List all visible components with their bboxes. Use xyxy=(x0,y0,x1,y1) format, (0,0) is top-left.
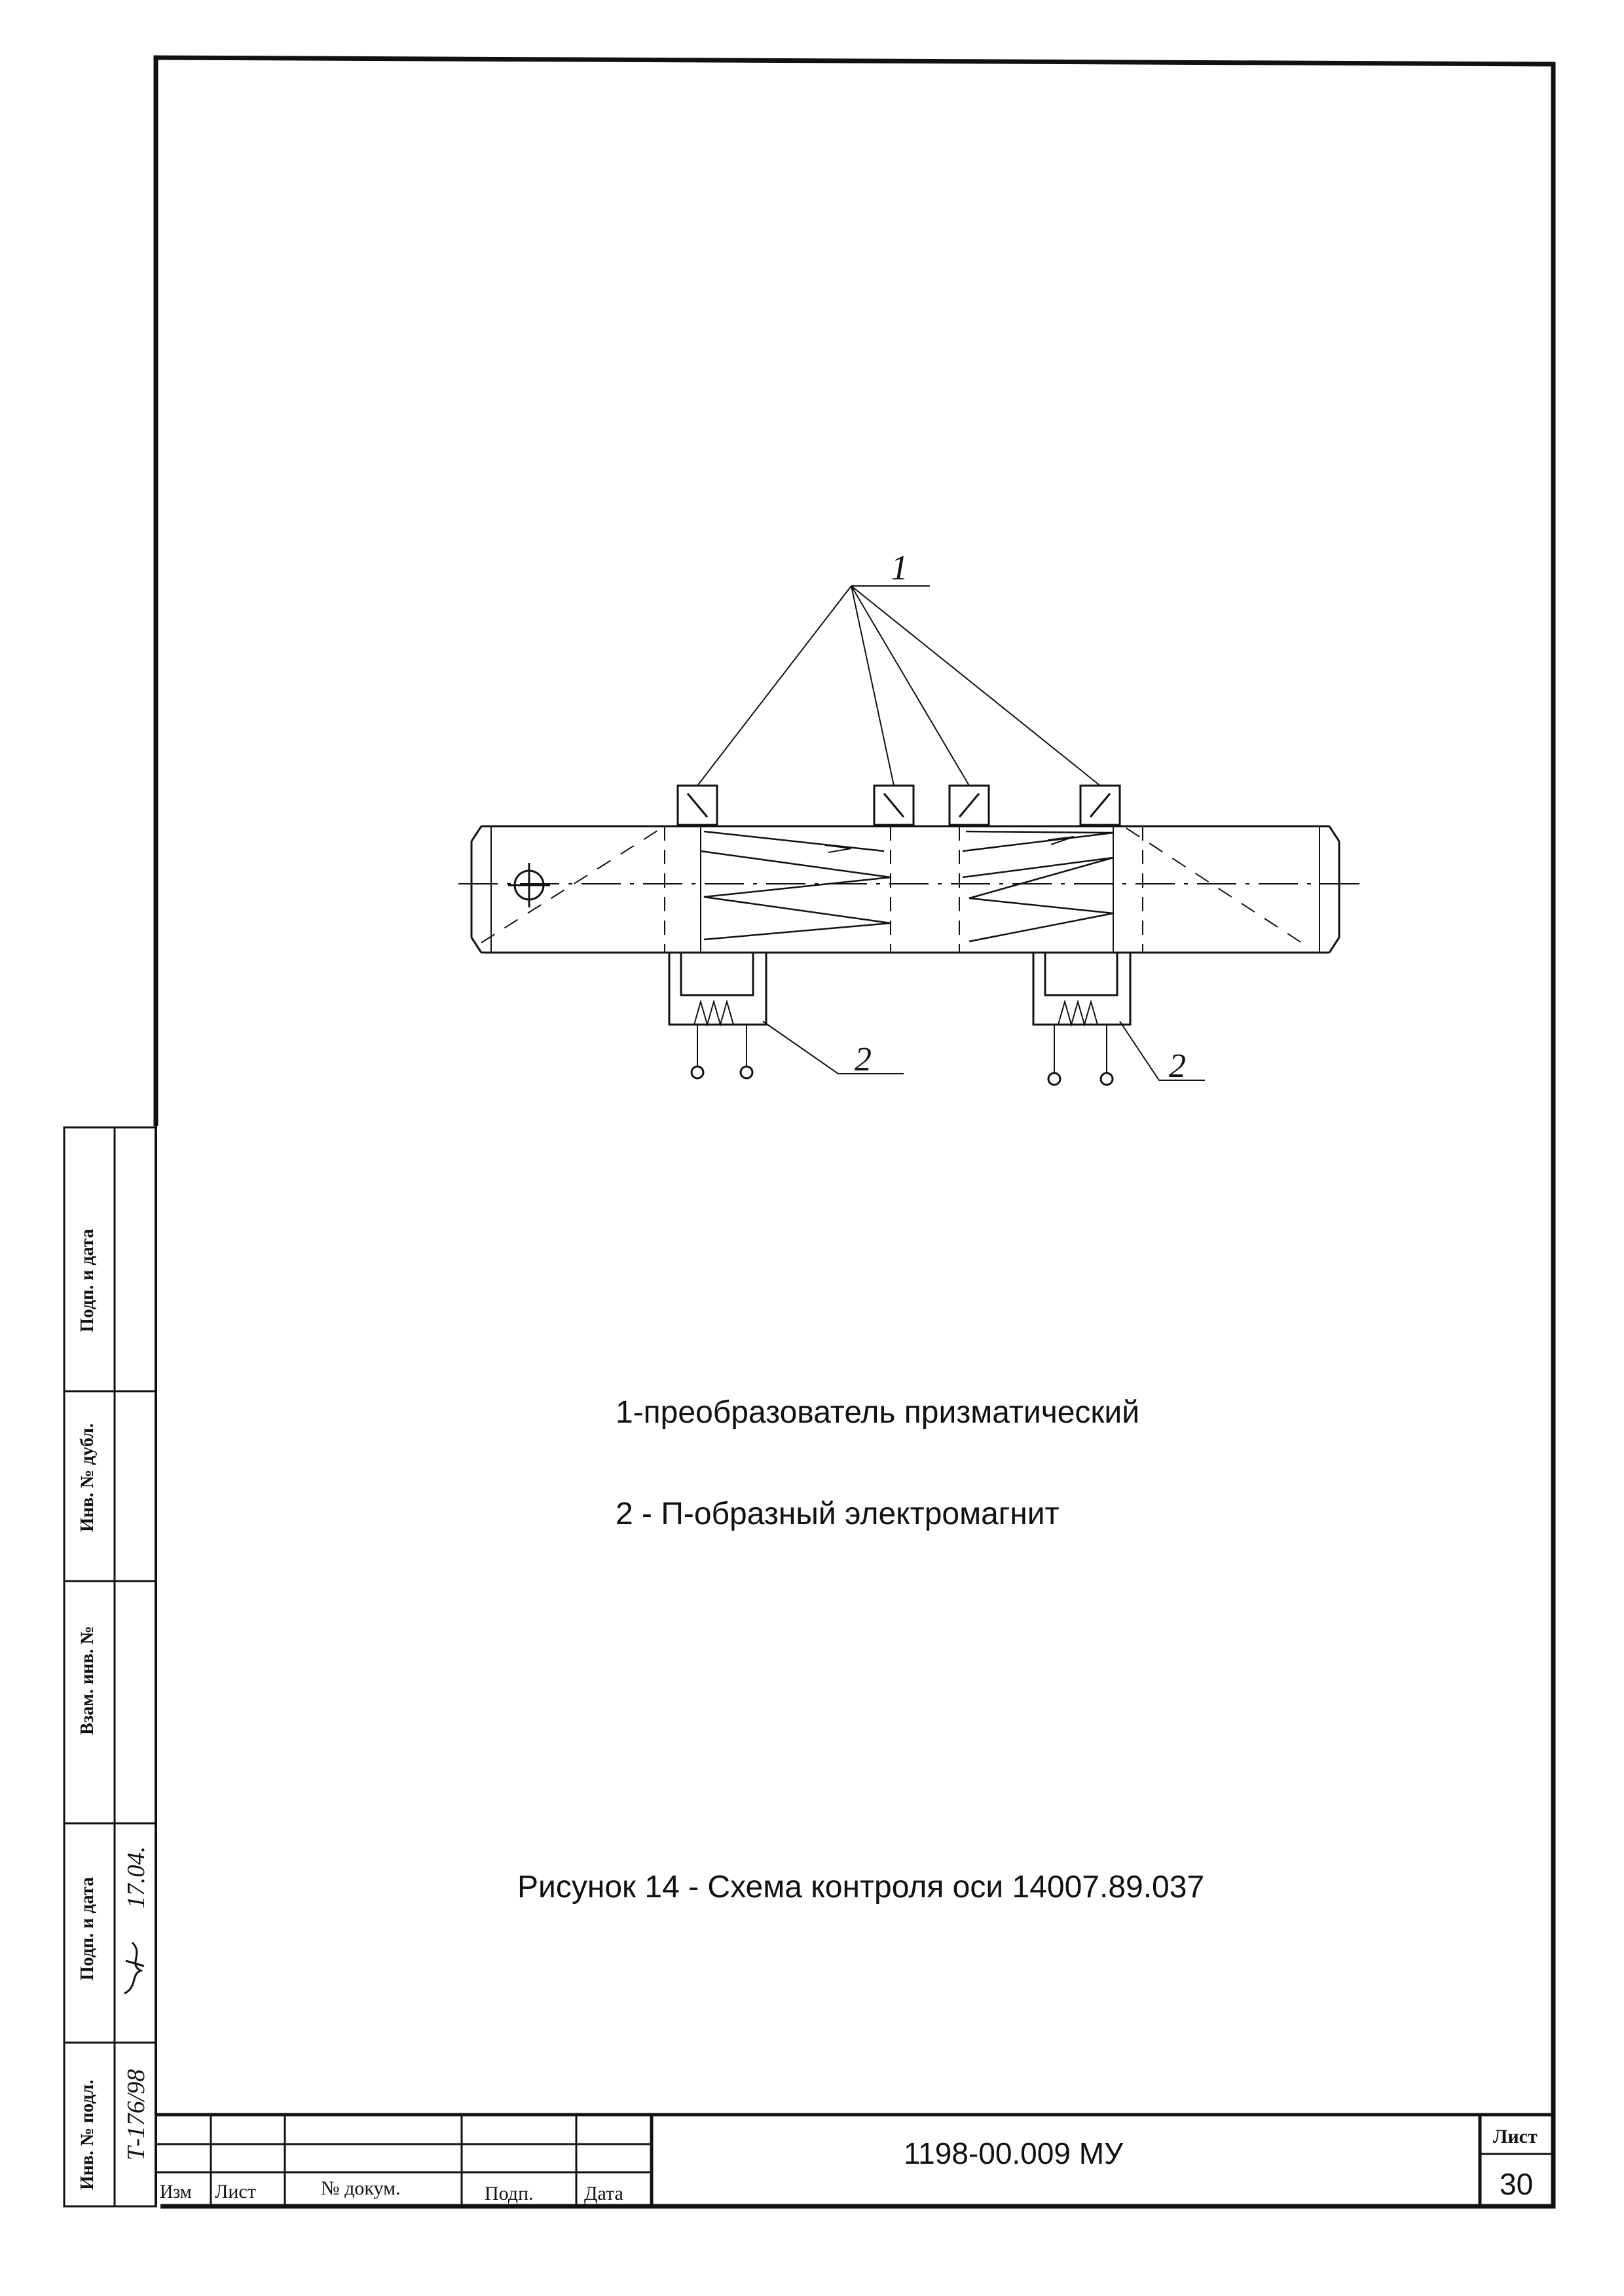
hole-symbol xyxy=(508,863,550,907)
callout-2-left-label: 2 xyxy=(855,1041,872,1078)
signature-icon xyxy=(118,1935,151,2000)
prismatic-transducer xyxy=(678,786,717,825)
leader-lines-2 xyxy=(763,1021,1205,1080)
legend-item-2: 2 - П-образный электромагнит xyxy=(616,1497,1060,1531)
leader-lines-1 xyxy=(697,586,1100,786)
side-label-inv-podl: Инв. № подл. xyxy=(77,2079,98,2190)
col-list-label: Лист xyxy=(215,2181,256,2202)
u-electromagnet-left xyxy=(669,953,766,1078)
axis-scheme xyxy=(458,586,1365,1085)
figure-caption: Рисунок 14 - Схема контроля оси 14007.89.037 xyxy=(517,1870,1205,1904)
legend-item-1: 1-преобразователь призматический xyxy=(616,1395,1140,1430)
prismatic-transducer xyxy=(1080,786,1120,825)
side-label-podp-data-top: Подп. и дата xyxy=(77,1229,98,1332)
col-data-label: Дата xyxy=(584,2183,623,2204)
callout-1-label: 1 xyxy=(891,548,908,587)
control-zones xyxy=(665,826,1143,953)
side-value-inv-podl: Т-176/98 xyxy=(122,2069,150,2160)
axis-shaft xyxy=(471,826,1339,953)
document-designation: 1198-00.009 МУ xyxy=(904,2136,1124,2170)
side-label-inv-dubl: Инв. № дубл. xyxy=(77,1423,98,1532)
beam-dashed-right xyxy=(1126,828,1310,948)
beam-zigzag-left xyxy=(701,831,891,939)
side-label-vzam-inv: Взам. инв. № xyxy=(77,1626,98,1735)
col-izm-label: Изм xyxy=(160,2182,192,2202)
col-podp-label: Подп. xyxy=(485,2183,534,2204)
sheet-label: Лист xyxy=(1493,2126,1538,2147)
prismatic-transducer xyxy=(950,786,989,825)
sheet-number: 30 xyxy=(1500,2167,1534,2201)
prismatic-transducer xyxy=(874,786,913,825)
u-electromagnet-right xyxy=(1033,953,1130,1085)
side-label-podp-data: Подп. и дата xyxy=(77,1877,98,1980)
beam-zigzag-right xyxy=(963,831,1113,941)
side-value-date: 17.04. xyxy=(122,1846,150,1908)
col-doc-label: № докум. xyxy=(321,2178,401,2199)
callout-2-right-label: 2 xyxy=(1169,1048,1186,1085)
